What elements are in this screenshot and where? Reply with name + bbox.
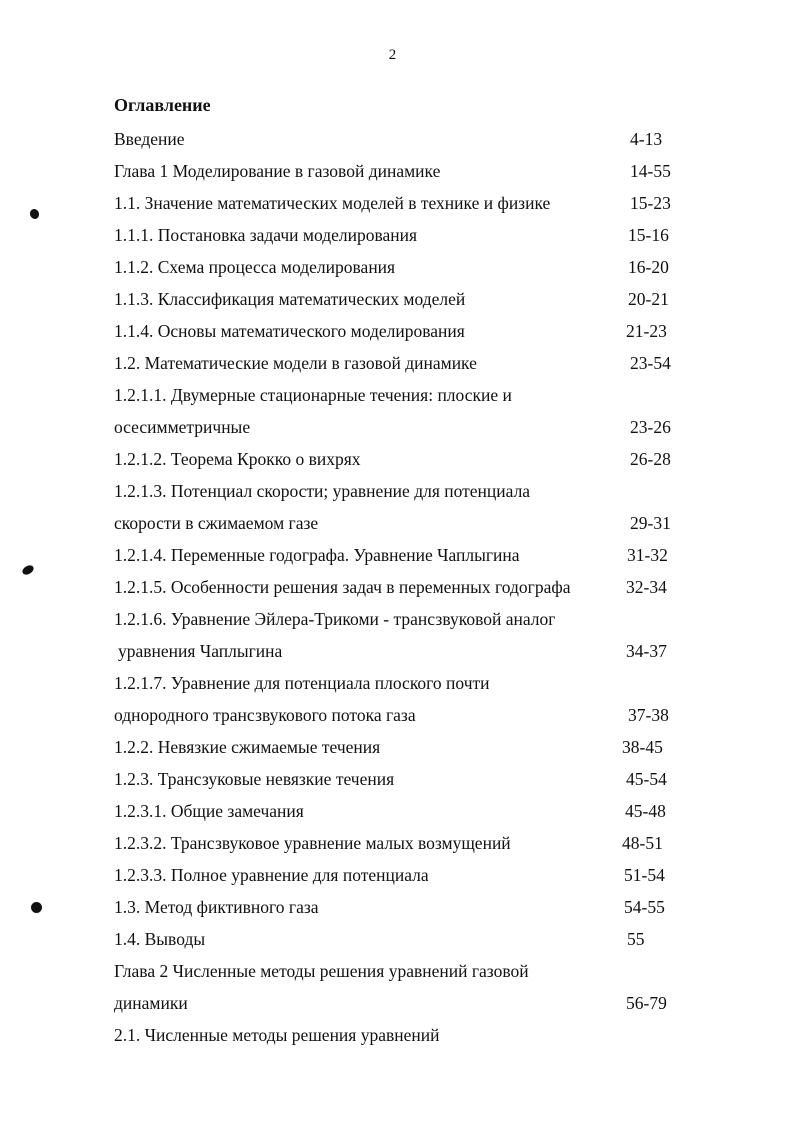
toc-entry-text: 1.2.1.7. Уравнение для потенциала плоского почти	[114, 673, 490, 693]
toc-entry-text: 1.1.4. Основы математического моделирования	[114, 321, 465, 341]
toc-entry-text: 1.3. Метод фиктивного газа	[114, 897, 319, 917]
toc-entry-pages: 55	[627, 929, 645, 949]
toc-entry-pages: 45-54	[626, 769, 667, 789]
toc-entry-pages: 37-38	[628, 705, 669, 725]
toc-entry-text: 1.2. Математические модели в газовой динамике	[114, 353, 477, 373]
toc-entry-text: 1.2.3.1. Общие замечания	[114, 801, 304, 821]
toc-entry-text: 1.2.1.1. Двумерные стационарные течения: плоские и	[114, 385, 512, 405]
toc-entry-text: 1.2.1.3. Потенциал скорости; уравнение для потенциала	[114, 481, 531, 501]
toc-entry-text: 1.2.2. Невязкие сжимаемые течения	[114, 737, 381, 757]
toc-entry-pages: 16-20	[628, 257, 669, 277]
toc-entry-pages: 15-16	[628, 225, 669, 245]
toc-entry-text: Глава 2 Численные методы решения уравнений газовой	[114, 961, 529, 981]
toc-entry-pages: 31-32	[627, 545, 668, 565]
toc-entry-text: 1.2.1.6. Уравнение Эйлера-Трикоми - трансзвуковой аналог	[114, 609, 556, 629]
toc-entry-pages: 14-55	[630, 161, 671, 181]
toc-entry-text: 1.2.1.5. Особенности решения задач в переменных годографа	[114, 577, 571, 597]
toc-entry-text: однородного трансзвукового потока газа	[114, 705, 416, 725]
toc-entry-text: динамики	[114, 993, 188, 1013]
toc-entry-text: уравнения Чаплыгина	[118, 641, 283, 661]
toc-entry-pages: 4-13	[630, 129, 663, 149]
toc-entry-pages: 38-45	[622, 737, 663, 757]
toc-entry-text: 1.4. Выводы	[114, 929, 206, 949]
toc-entry-pages: 26-28	[630, 449, 671, 469]
scan-blot-mark	[29, 208, 41, 220]
toc-entry-pages: 23-26	[630, 417, 671, 437]
toc-entry-pages: 15-23	[630, 193, 671, 213]
scan-blot-mark	[21, 564, 35, 577]
toc-entry-pages: 34-37	[626, 641, 667, 661]
toc-entry-pages: 56-79	[626, 993, 667, 1013]
toc-entry-pages: 29-31	[630, 513, 671, 533]
toc-entry-text: 1.2.1.2. Теорема Крокко о вихрях	[114, 449, 361, 469]
page-number: 2	[388, 47, 397, 63]
toc-entry-pages: 21-23	[626, 321, 667, 341]
toc-entry-pages: 48-51	[622, 833, 663, 853]
toc-entry-pages: 45-48	[625, 801, 666, 821]
toc-entry-text: 1.1.1. Постановка задачи моделирования	[114, 225, 418, 245]
toc-entry-text: Глава 1 Моделирование в газовой динамике	[114, 161, 441, 181]
toc-entry-text: 1.1.3. Классификация математических моделей	[114, 289, 466, 309]
scan-blot-mark	[31, 902, 42, 913]
toc-entry-text: осесимметричные	[114, 417, 251, 437]
toc-entry-text: скорости в сжимаемом газе	[114, 513, 319, 533]
toc-entry-text: Введение	[114, 129, 185, 149]
toc-entry-pages: 23-54	[630, 353, 671, 373]
toc-title: Оглавление	[114, 95, 211, 115]
toc-entry-text: 1.2.3.3. Полное уравнение для потенциала	[114, 865, 429, 885]
toc-entry-text: 2.1. Численные методы решения уравнений	[114, 1025, 440, 1045]
toc-entry-text: 1.2.3. Трансзуковые невязкие течения	[114, 769, 395, 789]
toc-entry-pages: 51-54	[624, 865, 665, 885]
toc-entry-text: 1.2.3.2. Трансзвуковое уравнение малых возмущений	[114, 833, 511, 853]
toc-entry-text: 1.1. Значение математических моделей в технике и физике	[114, 193, 551, 213]
toc-entry-pages: 20-21	[628, 289, 669, 309]
toc-entry-text: 1.2.1.4. Переменные годографа. Уравнение Чаплыгина	[114, 545, 520, 565]
toc-entry-pages: 32-34	[626, 577, 667, 597]
toc-entry-pages: 54-55	[624, 897, 665, 917]
toc-entry-text: 1.1.2. Схема процесса моделирования	[114, 257, 396, 277]
